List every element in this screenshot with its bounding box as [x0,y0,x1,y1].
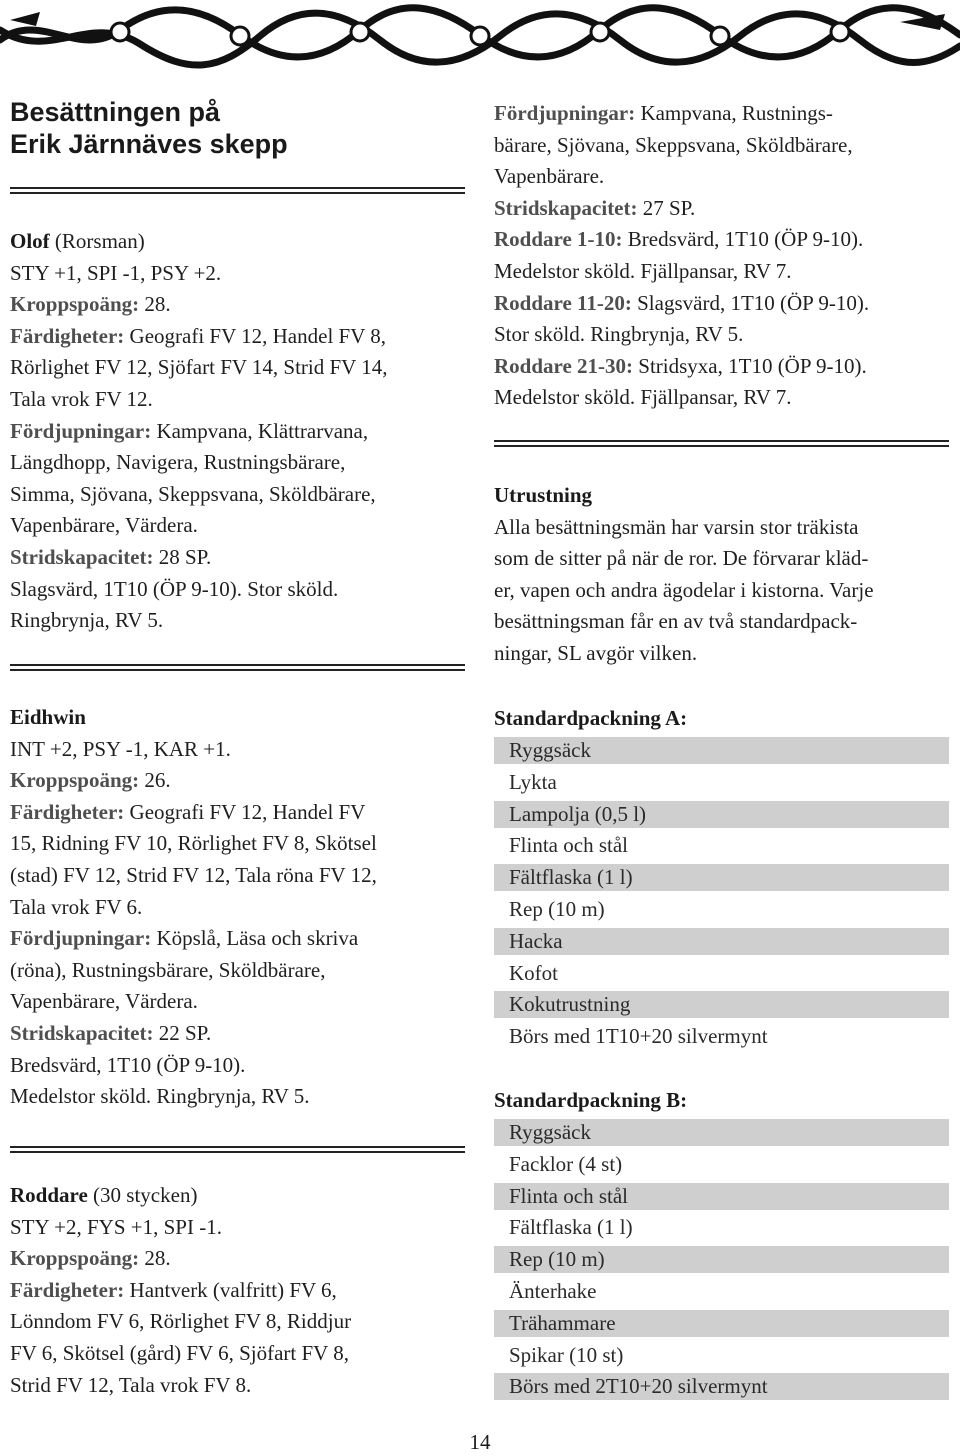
roddare-fordj-2: bärare, Sjövana, Skeppsvana, Sköldbärare, [494,132,853,157]
eidhwin-section [10,702,377,1113]
page-number: 14 [469,1430,491,1454]
roddare-kp-label: Kroppspoäng: [10,1246,140,1271]
utrustning-line-4: besättningsman får en av två standardpack- [494,609,858,634]
eidhwin-fard-label: Färdigheter: [10,799,125,824]
roddare-stats: STY +2, FYS +1, SPI -1. [10,1214,222,1239]
olof-name: Olof [10,229,50,253]
roddare-21-30-value: Stridsyxa, 1T10 (ÖP 9-10). [633,353,867,378]
roddare-1-10-label: Roddare 1-10: [494,227,623,252]
olof-strid-label: Stridskapacitet: [10,544,154,569]
utrustning-section [494,480,874,670]
utrustning-heading: Utrustning [494,483,593,507]
pack-b-item: Börs med 2T10+20 silvermynt [494,1373,949,1400]
roddare-fard-4: Strid FV 12, Tala vrok FV 8. [10,1372,252,1397]
roddare-kp-value: 28. [139,1246,171,1271]
utrustning-line-3: er, vapen och andra ägodelar i kistorna. Varje [494,577,874,602]
olof-fard-label: Färdigheter: [10,323,125,348]
roddare-fard-1: Hantverk (valfritt) FV 6, [124,1277,337,1302]
eidhwin-name: Eidhwin [10,705,86,729]
roddare-21-30-label: Roddare 21-30: [494,353,634,378]
roddare-11-20-value: Slagsvärd, 1T10 (ÖP 9-10). [631,290,870,315]
pack-a-item: Rep (10 m) [509,897,605,921]
olof-fordj-2: Längdhopp, Navigera, Rustningsbärare, [10,450,346,475]
olof-gear-2: Ringbrynja, RV 5. [10,608,164,633]
roddare-role: (30 stycken) [87,1183,198,1207]
pack-a-item: Kofot [509,960,558,985]
pack-b-item: Änterhake [509,1279,597,1303]
pack-b-item: Trähammare [494,1310,949,1337]
roddare-1-10-line2: Medelstor sköld. Fjällpansar, RV 7. [494,258,792,283]
roddare-11-20-line2: Stor sköld. Ringbrynja, RV 5. [494,322,744,347]
roddare-fordj-label: Fördjupningar: [494,101,636,125]
pack-b-item: Flinta och stål [494,1183,949,1210]
eidhwin-fordj-1: Köpslå, Läsa och skriva [151,926,359,951]
olof-kp-value: 28. [139,292,171,317]
roddare-fard-label: Färdigheter: [10,1277,125,1302]
pack-b-heading-block [494,1085,687,1117]
utrustning-line-2: som de sitter på när de ror. De förvarar kläd- [494,546,869,571]
double-rule [494,440,949,447]
olof-section [10,226,387,637]
pack-b-item: Ryggsäck [494,1119,949,1146]
roddare-strid-label: Stridskapacitet: [494,195,638,220]
olof-fard-2: Rörlighet FV 12, Sjöfart FV 14, Strid FV 14, [10,355,388,380]
roddare-fordj-1: Kampvana, Rustnings- [635,101,833,125]
eidhwin-fard-1: Geografi FV 12, Handel FV [124,799,366,824]
eidhwin-gear-2: Medelstor sköld. Ringbrynja, RV 5. [10,1084,310,1109]
olof-role: (Rorsman) [49,229,145,253]
pack-b-item: Facklor (4 st) [509,1151,623,1176]
eidhwin-gear-1: Bredsvärd, 1T10 (ÖP 9-10). [10,1052,246,1077]
roddare-1-10-value: Bredsvärd, 1T10 (ÖP 9-10). [622,227,864,252]
olof-fordj-1: Kampvana, Klättrarvana, [151,418,369,443]
double-rule [10,664,465,671]
roddare-fard-3: FV 6, Skötsel (gård) FV 6, Sjöfart FV 8, [10,1340,349,1365]
roddare-strid-value: 27 SP. [637,195,696,220]
pack-a-item: Fältflaska (1 l) [494,864,949,891]
roddare-fordj-3: Vapenbärare. [494,164,605,189]
title-line-1: Besättningen på [10,97,221,127]
pack-b-heading: Standardpackning B: [494,1088,688,1112]
double-rule [10,187,465,194]
eidhwin-fordj-3: Vapenbärare, Värdera. [10,989,198,1014]
olof-fordj-label: Fördjupningar: [10,418,152,443]
olof-fard-3: Tala vrok FV 12. [10,386,153,411]
eidhwin-fordj-label: Fördjupningar: [10,926,152,951]
pack-a-item: Flinta och stål [509,833,628,858]
knotwork-banner [0,0,960,72]
roddare-name: Roddare [10,1183,88,1207]
olof-fard-1: Geografi FV 12, Handel FV 8, [124,323,386,348]
pack-a-item: Hacka [494,928,949,955]
roddare-section [10,1180,351,1401]
roddare-11-20-label: Roddare 11-20: [494,290,632,315]
eidhwin-fard-3: (stad) FV 12, Strid FV 12, Tala röna FV 12, [10,862,377,887]
pack-a-item: Börs med 1T10+20 silvermynt [509,1024,768,1049]
pack-b-item: Spikar (10 st) [509,1342,624,1367]
olof-gear-1: Slagsvärd, 1T10 (ÖP 9-10). Stor sköld. [10,576,339,601]
eidhwin-fard-2: 15, Ridning FV 10, Rörlighet FV 8, Skötsel [10,831,377,856]
page-title [10,96,288,160]
utrustning-line-5: ningar, SL avgör vilken. [494,640,698,665]
eidhwin-strid-label: Stridskapacitet: [10,1020,154,1045]
olof-fordj-3: Simma, Sjövana, Skeppsvana, Sköldbärare, [10,481,376,506]
pack-a-item: Kokutrustning [494,991,949,1018]
eidhwin-kp-label: Kroppspoäng: [10,768,140,793]
olof-fordj-4: Vapenbärare, Värdera. [10,513,198,538]
pack-b-item: Fältflaska (1 l) [509,1215,633,1240]
eidhwin-strid-value: 22 SP. [153,1020,212,1045]
eidhwin-stats: INT +2, PSY -1, KAR +1. [10,736,231,761]
eidhwin-fard-4: Tala vrok FV 6. [10,894,143,919]
pack-a-heading-block [494,703,687,735]
pack-a-item: Ryggsäck [494,737,949,764]
olof-kp-label: Kroppspoäng: [10,292,140,317]
roddare-21-30-line2: Medelstor sköld. Fjällpansar, RV 7. [494,385,792,410]
pack-a-heading: Standardpackning A: [494,706,688,730]
title-line-2: Erik Järnnäves skepp [10,129,288,159]
roddare-continued [494,98,869,414]
olof-strid-value: 28 SP. [153,544,212,569]
roddare-fard-2: Lönndom FV 6, Rörlighet FV 8, Riddjur [10,1309,352,1334]
olof-stats: STY +1, SPI -1, PSY +2. [10,260,222,285]
pack-b-item: Rep (10 m) [494,1246,949,1273]
utrustning-line-1: Alla besättningsmän har varsin stor träkista [494,514,859,539]
pack-a-item: Lampolja (0,5 l) [494,801,949,828]
pack-a-item: Lykta [509,769,557,794]
eidhwin-kp-value: 26. [139,768,171,793]
double-rule [10,1146,465,1153]
eidhwin-fordj-2: (röna), Rustningsbärare, Sköldbärare, [10,957,326,982]
